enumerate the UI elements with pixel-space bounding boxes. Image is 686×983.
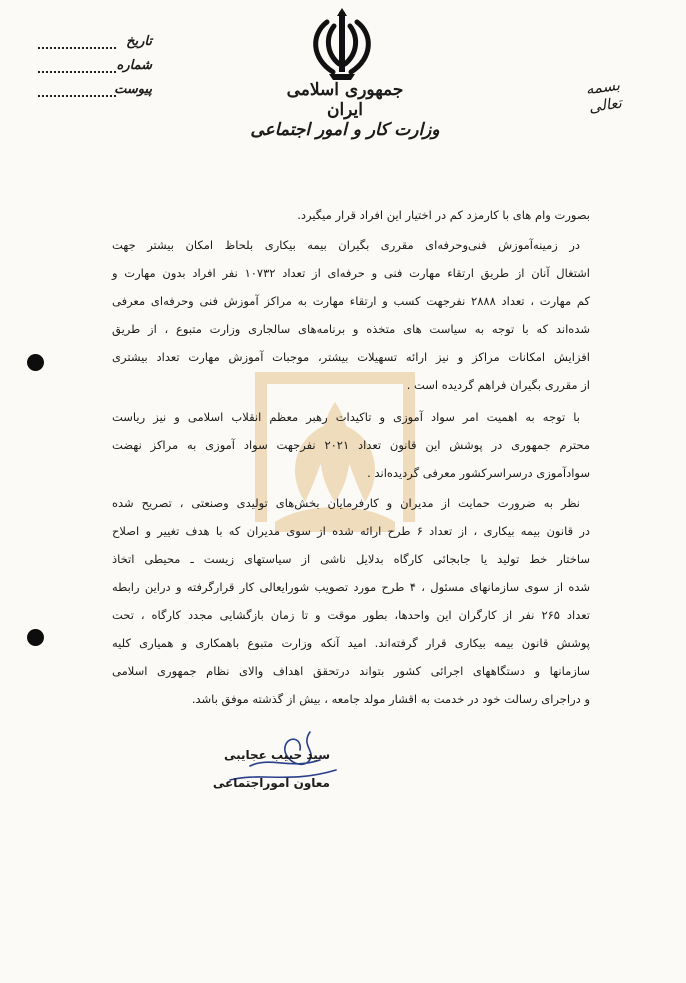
date-field xyxy=(38,34,152,54)
iran-emblem-icon xyxy=(303,8,381,82)
body-line: از مقرری بگیران فراهم گردیده است . xyxy=(406,378,590,392)
number-dotted-line xyxy=(38,71,116,73)
body-line: شده از سوی سازمانهای مسئول ، ۴ طرح مورد تصویب شورایعالی کار قرارگرفته و دراین رابطه xyxy=(112,580,591,594)
attachment-label: پیوست xyxy=(114,82,152,97)
hole-punch-bottom xyxy=(27,629,44,646)
attachment-dotted-line xyxy=(38,95,116,97)
body-line: بصورت وام های با کارمزد کم در اختیار این افراد قرار میگیرد. xyxy=(297,208,590,222)
attachment-field xyxy=(38,82,152,102)
body-line: نظر به ضرورت حمایت از مدیران و کارفرمایان بخش‌های تولیدی وصنعتی ، تصریح شده xyxy=(112,496,580,510)
ministry-name: وزارت کار و امور اجتماعی xyxy=(250,120,440,140)
body-line: در زمینه‌آموزش فنی‌وحرفه‌ای مقرری بگیران بیمه بیکاری بلحاظ امکان بیشتر جهت xyxy=(112,238,580,252)
body-line: ساختار خط تولید یا جابجائی کارگاه بدلایل ناشی از سیاستهای زیست ـ محیطی اتخاذ xyxy=(112,552,590,566)
date-dotted-line xyxy=(38,47,116,49)
date-label: تاریخ xyxy=(126,34,152,49)
body-line: تعداد ۲۶۵ نفر از کارگران این واحدها، بطور موقت و تا زمان بازگشایی مجدد کارگاه ، تحت xyxy=(112,608,590,622)
body-line: اشتغال آنان از طریق ارتقاء مهارت فنی و حرفه‌ای از تعداد ۱۰۷۳۲ نفر افراد بدون مهارت و xyxy=(112,266,590,280)
signer-title: معاون اموراجتماعی xyxy=(212,776,330,790)
body-line: با توجه به اهمیت امر سواد آموزی و تاکیدات رهبر معظم انقلاب اسلامی و نیز ریاست xyxy=(112,410,580,424)
body-line: شده‌اند که با توجه به سیاست های متخذه و برنامه‌های سالجاری وزارت متبوع ، از طریق xyxy=(112,322,590,336)
signer-name: سید حبیب عجایبی xyxy=(223,748,330,762)
body-line: و دراجرای رسالت خود در خدمت به اقشار مولد جامعه ، بیش از گذشته موفق باشد. xyxy=(191,692,590,706)
body-line: افزایش امکانات مراکز و نیز ارائه تسهیلات بیشتر، موجبات آموزش مهارت تعداد بیشتری xyxy=(112,350,590,364)
country-name: جمهوری اسلامی ایران xyxy=(286,80,404,120)
body-line: سوادآموزی درسراسرکشور معرفی گردیده‌اند . xyxy=(367,466,590,480)
body-line: پوشش قانون بیمه بیکاری قرار گرفته‌اند. امید آنکه وزارت متبوع باهمکاری و همیاری کلیه xyxy=(112,636,590,650)
number-field xyxy=(38,58,152,78)
body-line: در قانون بیمه بیکاری ، از تعداد ۶ طرح ارائه شده از سوی مدیران که با هدف تغییر و اصلاح xyxy=(112,524,590,538)
body-line: محترم جمهوری در پوشش این قانون تعداد ۲۰۲۱ نفرجهت سواد آموزی به مراکز نهضت xyxy=(112,438,590,452)
number-label: شماره xyxy=(116,58,152,73)
invocation-text: بسمه تعالی xyxy=(584,75,623,117)
body-line: کم مهارت ، تعداد ۲۸۸۸ نفرجهت کسب و ارتقاء مهارت به مراکز آموزش فنی وحرفه‌ای معرفی xyxy=(112,294,590,308)
body-line: سازمانها و دستگاههای اجرائی کشور بتواند درتحقق اهداف والای نظام جمهوری اسلامی xyxy=(112,664,590,678)
hole-punch-top xyxy=(27,354,44,371)
